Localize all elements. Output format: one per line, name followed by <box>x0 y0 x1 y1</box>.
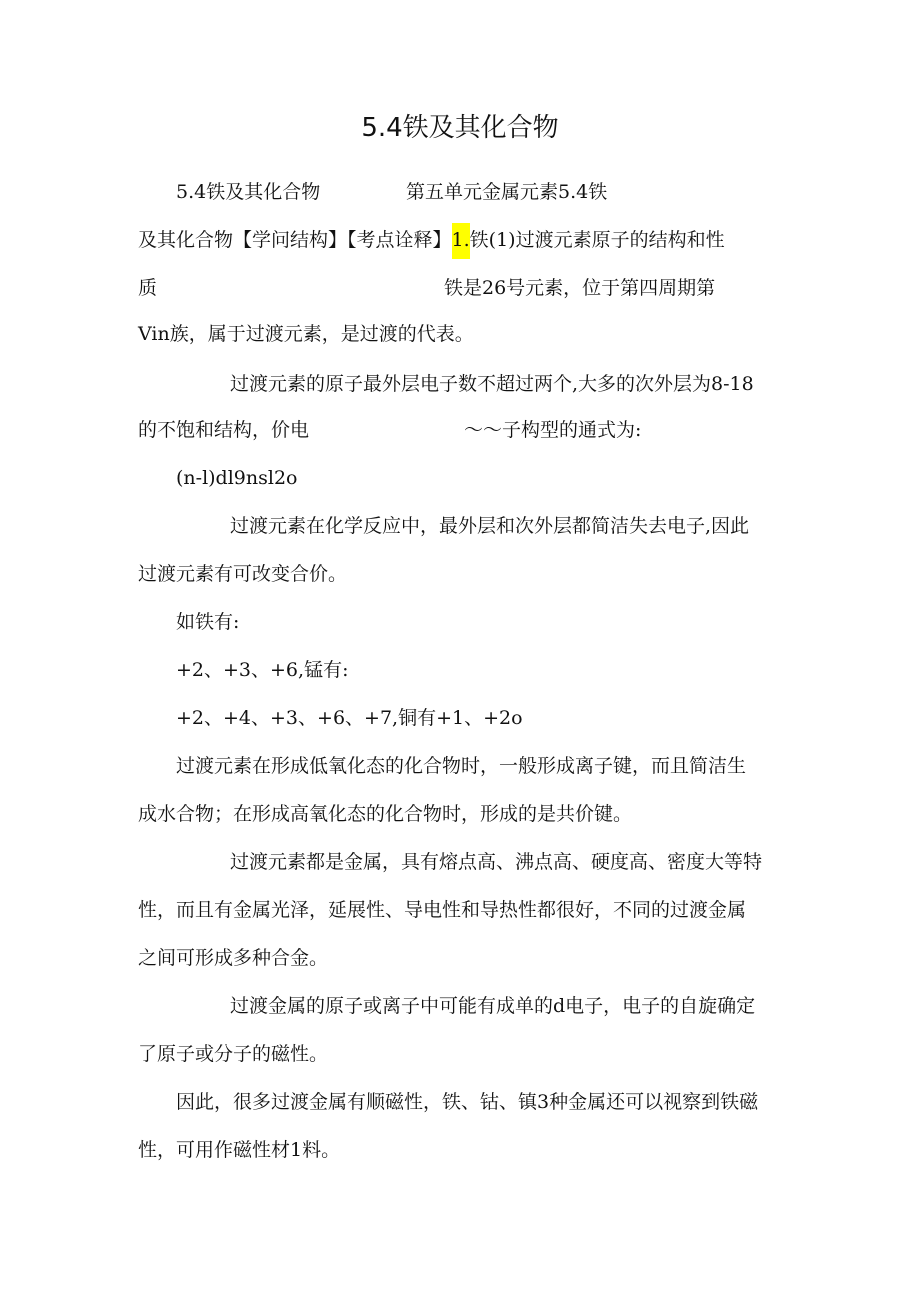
text-line: ～～子构型的通式为: <box>464 419 642 441</box>
text-line: 过渡金属的原子或离子中可能有成单的d电子，电子的自旋确定 <box>230 995 756 1017</box>
document-title: 5.4铁及其化合物 <box>361 113 559 143</box>
text-line: 过渡元素在形成低氧化态的化合物时，一般形成离子键，而且简洁生 <box>176 755 747 777</box>
text-line <box>138 226 725 254</box>
text-line: 的不饱和结构，价电 <box>138 419 310 441</box>
text-line: 性，可用作磁性材1料。 <box>138 1139 341 1161</box>
text-line: 5.4铁及其化合物 <box>176 181 321 203</box>
text-line: 因此，很多过渡金属有顺磁性，铁、钴、镇3种金属还可以视察到铁磁 <box>176 1091 759 1113</box>
text-line: +2、+3、+6,锰有: <box>176 659 349 681</box>
text-line: 过渡元素有可改变合价。 <box>138 563 348 585</box>
text-line: 成水合物；在形成高氧化态的化合物时，形成的是共价键。 <box>138 803 633 825</box>
text-line: 之间可形成多种合金。 <box>138 947 329 969</box>
highlighted-text: 1. <box>452 223 470 259</box>
text-line: 质 <box>138 277 158 299</box>
text-line: 如铁有: <box>176 611 240 633</box>
text-line: 过渡元素都是金属，具有熔点高、沸点高、硬度高、密度大等特 <box>230 851 763 873</box>
text-fragment: 及其化合物【学问结构】【考点诠释】 <box>138 229 452 251</box>
text-line: +2、+4、+3、+6、+7,铜有+1、+2o <box>176 707 523 729</box>
text-line: (n-l)dl9nsl2o <box>176 467 298 489</box>
text-line: Vin族，属于过渡元素，是过渡的代表。 <box>138 323 474 345</box>
text-fragment: 铁(1)过渡元素原子的结构和性 <box>469 229 725 251</box>
text-line: 性，而且有金属光泽，延展性、导电性和导热性都很好，不同的过渡金属 <box>138 899 747 921</box>
text-line: 第五单元金属元素5.4铁 <box>406 181 608 203</box>
text-line: 铁是26号元素，位于第四周期第 <box>444 277 716 299</box>
text-line: 过渡元素在化学反应中，最外层和次外层都简洁失去电子,因此 <box>230 515 750 537</box>
text-line: 过渡元素的原子最外层电子数不超过两个,大多的次外层为8-18 <box>230 373 754 395</box>
text-line: 了原子或分子的磁性。 <box>138 1043 329 1065</box>
